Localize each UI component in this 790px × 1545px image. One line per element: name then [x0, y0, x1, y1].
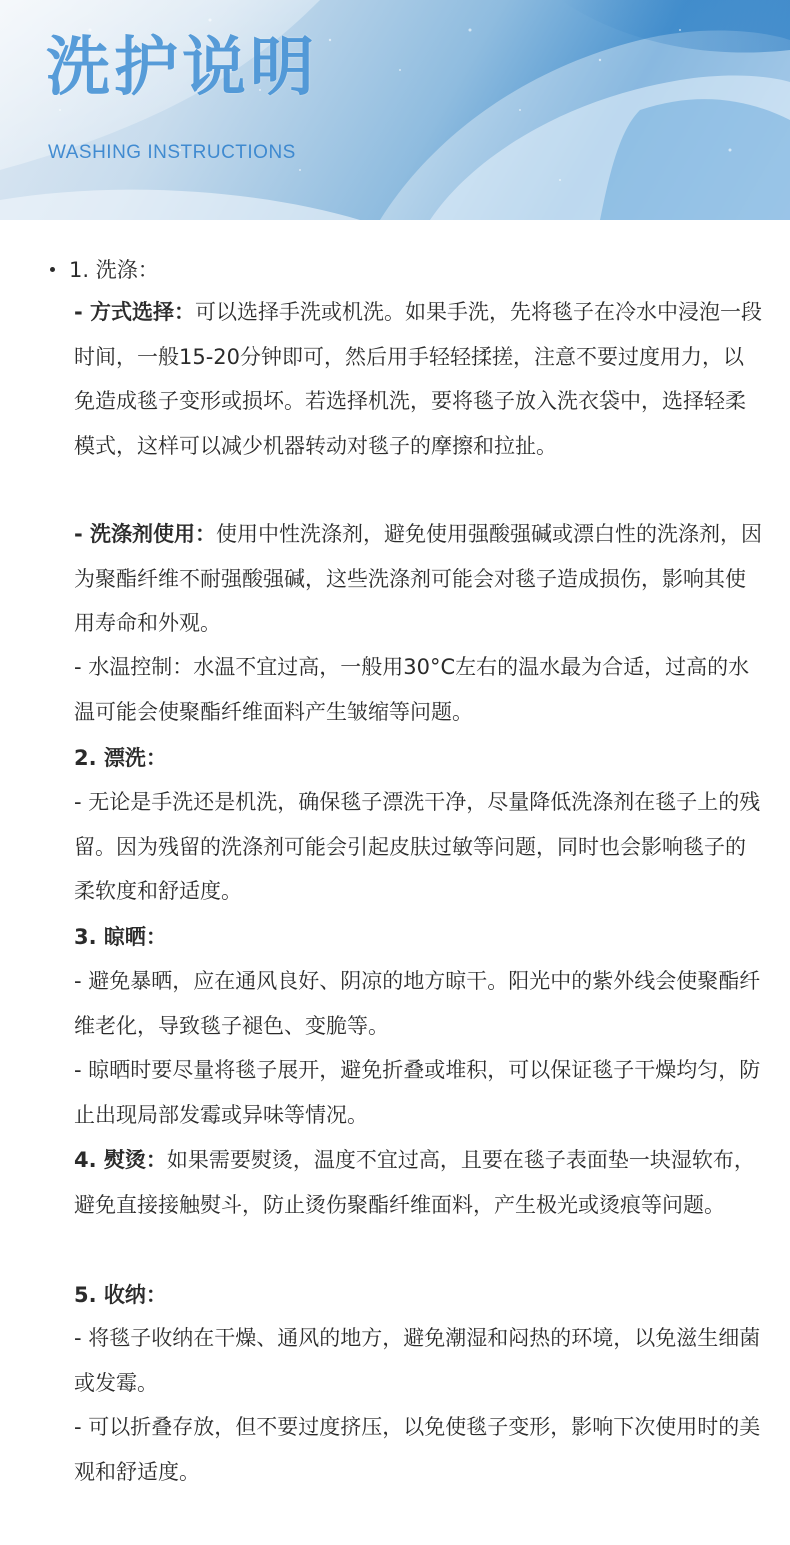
- storage-paragraph-2: - 可以折叠存放，但不要过度挤压，以免使毯子变形，影响下次使用时的美观和舒适度。: [74, 1415, 761, 1484]
- section-washing-heading: [50, 256, 159, 284]
- detergent-paragraph: [74, 512, 764, 646]
- storage-paragraph-1: - 将毯子收纳在干燥、通风的地方，避免潮湿和闷热的环境，以免滋生细菌或发霉。: [74, 1326, 761, 1395]
- detergent-text: 使用中性洗涤剂，避免使用强酸强碱或漂白性的洗涤剂，因为聚酯纤维不耐强酸强碱，这些洗涤剂可能会对毯子造成损伤，影响其使用寿命和外观。: [74, 522, 763, 635]
- section-ironing-heading: 4. 熨烫：: [74, 1148, 167, 1172]
- washing-method-paragraph: [74, 290, 764, 468]
- rinsing-paragraph: - 无论是手洗还是机洗，确保毯子漂洗干净，尽量降低洗涤剂在毯子上的残留。因为残留的洗涤剂可能会引起皮肤过敏等问题，同时也会影响毯子的柔软度和舒适度。: [74, 790, 761, 903]
- detergent-label: - 洗涤剂使用：: [74, 522, 217, 546]
- washing-method-text: 可以选择手洗或机洗。如果手洗，先将毯子在冷水中浸泡一段时间，一般15-20分钟即可，然后用手轻轻揉搓，注意不要过度用力，以免造成毯子变形或损坏。若选择机洗，要将毯子放入洗衣袋中，选择轻柔模式，这样可以减少机器转动对毯子的摩擦和拉扯。: [74, 300, 763, 458]
- section-washing-title: 1. 洗涤：: [69, 258, 159, 282]
- banner-title: 洗护说明: [46, 31, 318, 105]
- bullet-dot: [50, 267, 55, 272]
- water-temp-paragraph: - 水温控制：水温不宜过高，一般用30°C左右的温水最为合适，过高的水温可能会使聚酯纤维面料产生皱缩等问题。: [74, 655, 750, 724]
- drying-paragraph-1: - 避免暴晒，应在通风良好、阴凉的地方晾干。阳光中的紫外线会使聚酯纤维老化，导致毯子褪色、变脆等。: [74, 969, 761, 1038]
- section-rinsing-heading: 2. 漂洗：: [74, 746, 167, 770]
- section-drying-heading: 3. 晾晒：: [74, 925, 167, 949]
- header-banner: [0, 0, 790, 220]
- section-storage-heading: 5. 收纳：: [74, 1283, 167, 1307]
- washing-method-label: - 方式选择：: [74, 300, 196, 324]
- banner-subtitle: WASHING INSTRUCTIONS: [48, 142, 296, 163]
- ironing-paragraph: [74, 1138, 764, 1227]
- ironing-text: 如果需要熨烫，温度不宜过高，且要在毯子表面垫一块湿软布，避免直接接触熨斗，防止烫伤聚酯纤维面料，产生极光或烫痕等问题。: [74, 1148, 755, 1217]
- drying-paragraph-2: - 晾晒时要尽量将毯子展开，避免折叠或堆积，可以保证毯子干燥均匀，防止出现局部发霉或异味等情况。: [74, 1058, 761, 1127]
